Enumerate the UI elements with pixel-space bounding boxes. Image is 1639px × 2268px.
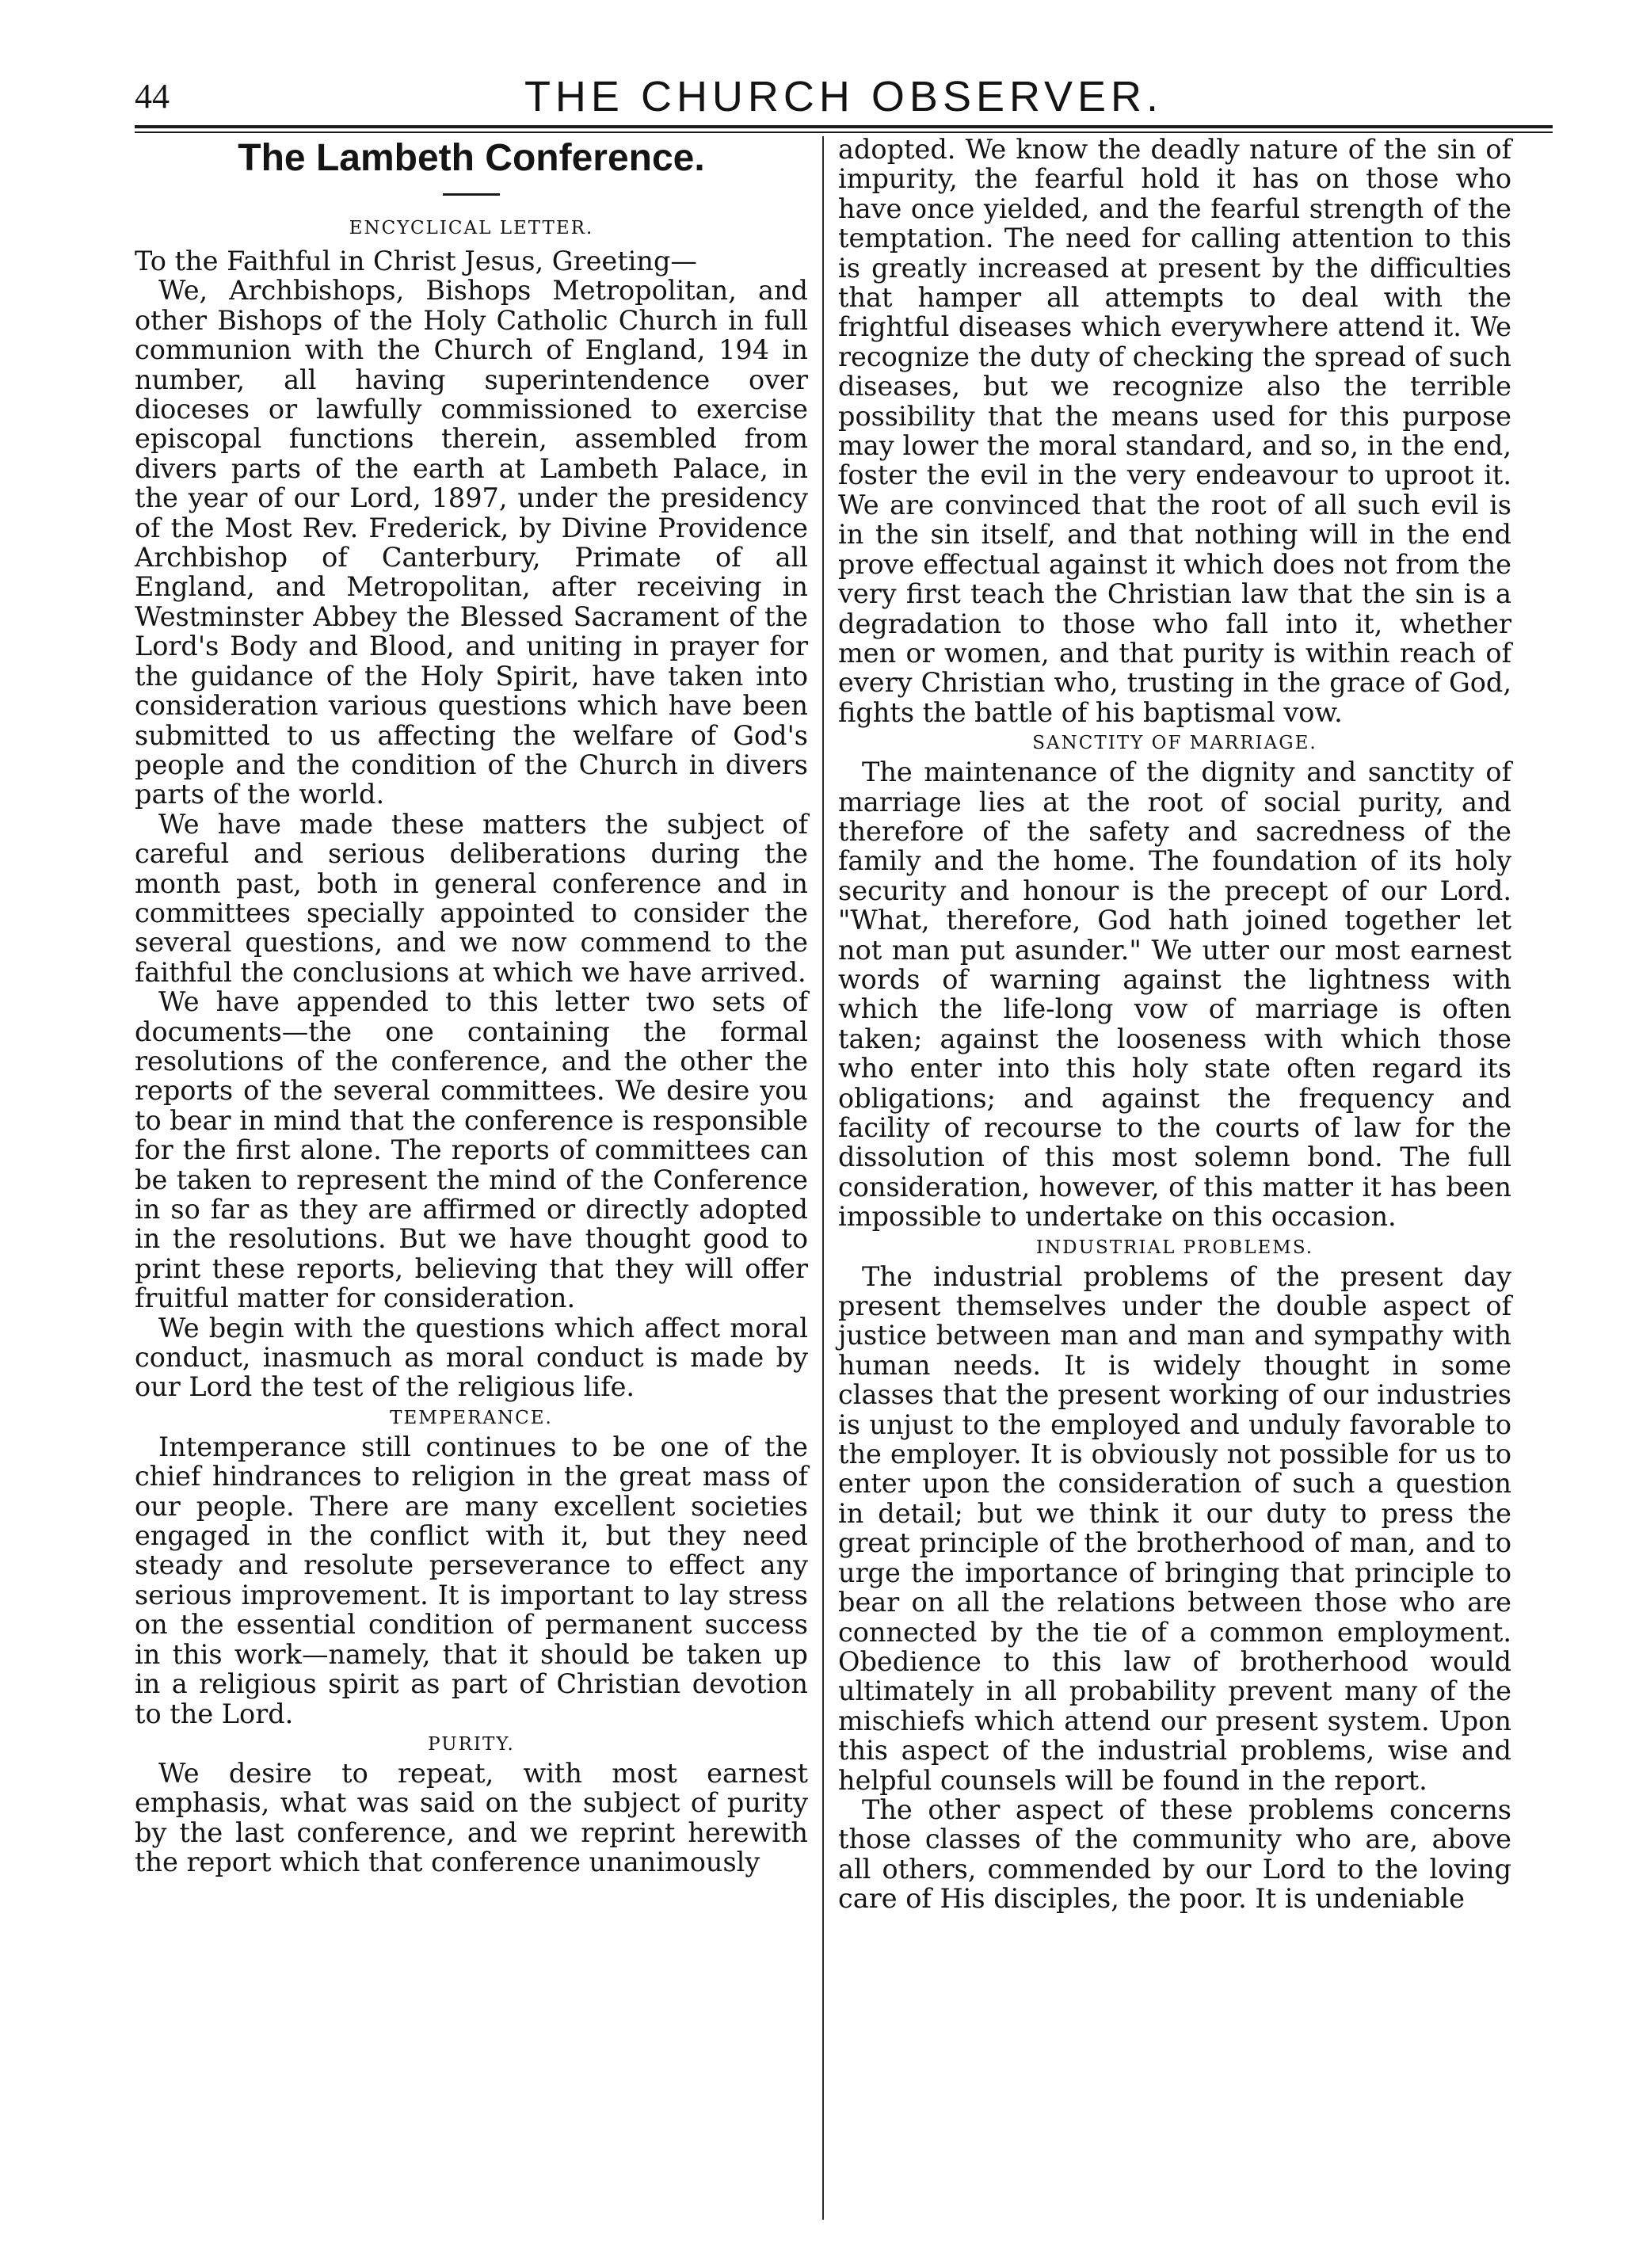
salutation-paragraph: To the Faithful in Christ Jesus, Greeting— <box>135 246 697 276</box>
right-column <box>838 135 1511 1914</box>
marriage-paragraph: The maintenance of the dignity and sanctity of marriage lies at the root of social purity, and therefore of the safety and sacredness of the family and the home. The foundation of its holy security and honour is the precept of our Lord. "What, therefore, God hath joined together let not man put asunder." We utter our most earnest words of warning against the lightness with which the life-long vow of marriage is often taken; against the looseness with which those who enter into this holy state often regard its obligations; and against the frequency and facility of recourse to the courts of law for the dissolution of this most solemn bond. The full consideration, however, of this matter it has been impossible to undertake on this occasion. <box>838 757 1511 1233</box>
body-paragraph: We begin with the questions which affect moral conduct, inasmuch as moral conduct is made by our Lord the test of the religious life. <box>135 1312 808 1403</box>
title-underline <box>443 193 500 196</box>
section-heading-purity: PURITY. <box>428 1733 515 1755</box>
industrial-paragraph: The industrial problems of the present day present themselves under the double aspect of justice between man and man and sympathy with human needs. It is widely thought in some classes that the present working of our industries is unjust to the employed and unduly favorable to the employer. It is obviously not possible for us to enter upon the consideration of such a question in detail; but we think it our duty to press the great principle of the brotherhood of man, and to urge the importance of bringing that principle to bear on all the relations between those who are connected by the tie of a common employment. Obedience to this law of brotherhood would ultimately in all probability prevent many of the mischiefs which attend our present system. Upon this aspect of the industrial problems, wise and helpful counsels will be found in the report. <box>838 1260 1511 1796</box>
page-number: 44 <box>135 77 170 116</box>
masthead <box>135 73 1553 124</box>
section-heading-marriage: SANCTITY OF MARRIAGE. <box>1032 733 1317 754</box>
article-subtitle: ENCYCLICAL LETTER. <box>349 218 594 238</box>
column-divider <box>822 136 824 2220</box>
left-column <box>135 135 808 1877</box>
body-paragraph: We have made these matters the subject of careful and serious deliberations during the month past, both in general conference and in committees specially appointed to consider the several questions, and we now commend to the faithful the conclusions at which we have arrived. <box>135 808 808 988</box>
temperance-paragraph: Intemperance still continues to be one of the chief hindrances to religion in the great mass of our people. There are many excellent societies engaged in the conflict with it, but they need steady and resolute perseverance to effect any serious improvement. It is important to lay stress on the essential condition of permanent success in this work—namely, that it should be taken up in a religious spirit as part of Christian devotion to the Lord. <box>135 1431 808 1729</box>
header-rule <box>135 125 1553 128</box>
purity-continued-paragraph: adopted. We know the deadly nature of the sin of impurity, the fearful hold it has on those who have once yielded, and the fearful strength of the temptation. The need for calling attention to this is greatly increased at present by the difficulties that hamper all attempts to deal with the frightful diseases which everywhere attend it. We recognize the duty of checking the spread of such diseases, but we recognize also the terrible possibility that the means used for this purpose may lower the moral standard, and so, in the end, foster the evil in the very endeavour to uproot it. We are convinced that the root of all such evil is in the sin itself, and that nothing will in the end prove effectual against it which does not from the very first teach the Christian law that the sin is a degradation to those who fall into it, whether men or women, and that purity is within reach of every Christian who, trusting in the grace of God, fights the battle of his baptismal vow. <box>838 134 1511 728</box>
section-heading-industrial: INDUSTRIAL PROBLEMS. <box>1035 1237 1314 1258</box>
industrial-paragraph-2: The other aspect of these problems concerns those classes of the community who are, above all others, commended by our Lord to the loving care of His disciples, the poor. It is undeniable <box>838 1793 1511 1915</box>
article-title: The Lambeth Conference. <box>238 137 705 179</box>
header-rule-thin <box>135 132 1553 133</box>
purity-paragraph: We desire to repeat, with most earnest emphasis, what was said on the subject of purity by the last conference, and we reprint herewith the report which that conference unanimously <box>135 1757 808 1878</box>
body-paragraph: We, Archbishops, Bishops Metropolitan, and other Bishops of the Holy Catholic Church in full communion with the Church of England, 194 in number, all having superintendence over dioceses or lawfully commissioned to exercise episcopal functions therein, assembled from divers parts of the earth at Lambeth Palace, in the year of our Lord, 1897, under the presidency of the Most Rev. Frederick, by Divine Providence Archbishop of Canterbury, Primate of all England, and Metropolitan, after receiving in Westminster Abbey the Blessed Sacrament of the Lord's Body and Blood, and uniting in prayer for the guidance of the Holy Spirit, have taken into consideration various questions which have been submitted to us affecting the welfare of God's people and the condition of the Church in divers parts of the world. <box>135 275 808 810</box>
body-paragraph: We have appended to this letter two sets of documents—the one containing the formal resolutions of the conference, and the other the reports of the several committees. We desire you to bear in mind that the conference is responsible for the first alone. The reports of committees can be taken to represent the mind of the Conference in so far as they are affirmed or directly adopted in the resolutions. But we have thought good to print these reports, believing that they will offer fruitful matter for consideration. <box>135 986 808 1314</box>
section-heading-temperance: TEMPERANCE. <box>390 1407 553 1428</box>
journal-title: THE CHURCH OBSERVER. <box>524 73 1164 120</box>
